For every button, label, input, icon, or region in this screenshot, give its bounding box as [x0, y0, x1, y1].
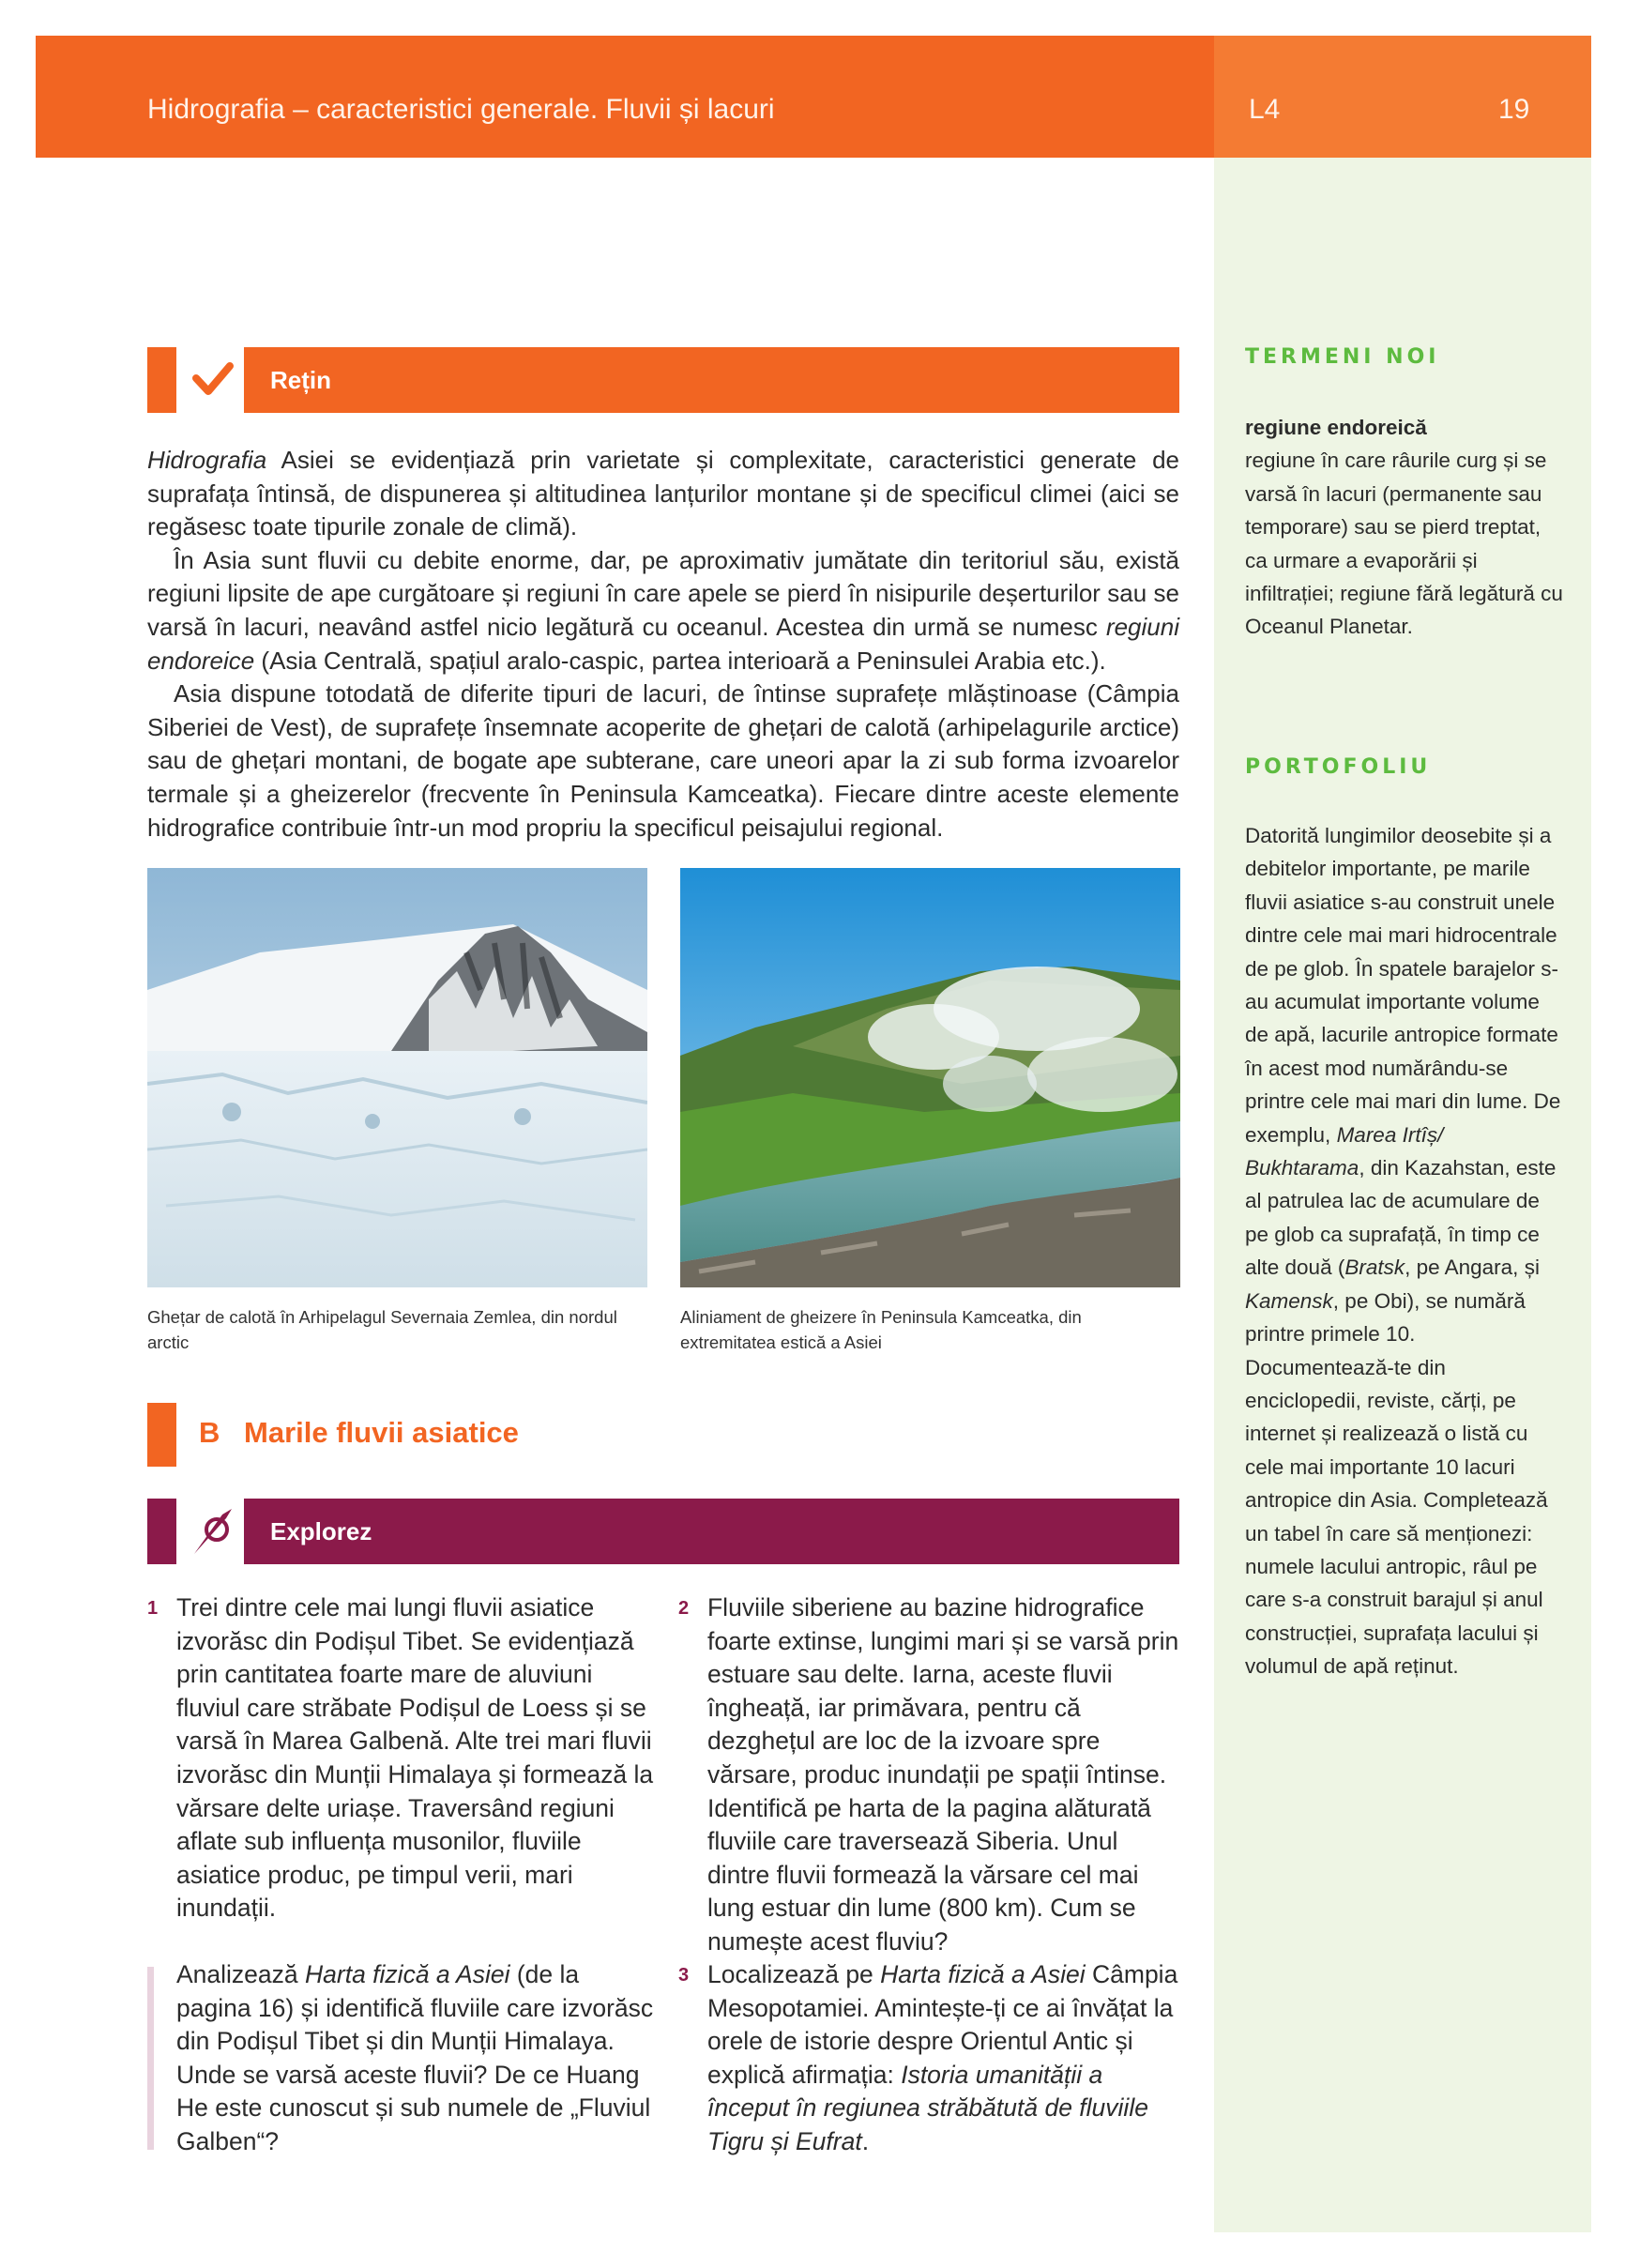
glacier-photo-caption: Ghețar de calotă în Arhipelagul Severnaia Zemlea, din nordul arctic — [147, 1307, 617, 1352]
checkmark-icon — [184, 347, 242, 413]
portofoliu-text-run: , pe Obi), se numără printre primele 10. Documentează-te din enciclopedii, reviste, cărți, pe internet și realizează o listă cu cele mai importante 10 lacuri antropice din Asia. Completează un tabel în care să menționezi: numele lacului antropic, râul pe care s-a construit barajul și anul construcției, suprafața lacului și volumul de apă reținut. — [1245, 1288, 1548, 1679]
exercise-3-number: 3 — [678, 1965, 690, 1986]
exercise-3-text-run: Câmpia Mesopotamiei. Amintește-ți ce ai învățat la orele de istorie despre Orientul Antic și explică afirmația: — [707, 1960, 1178, 2089]
new-term: regiune endoreică — [1245, 416, 1427, 439]
exercise-2-number: 2 — [678, 1598, 690, 1619]
exercise-2-text: Fluviile siberiene au bazine hidrografice foarte extinse, lungimi mari și se varsă prin estuare sau delte. Iarna, aceste fluvii îngheață, iar primăvara, pentru că dezghețul are loc de la izvoare spre vărsare, produc inundații pe spații întinse. Identifică pe harta de la pagina alăturată fluviile care traversează Siberia. Unul dintre fluvii formează la vărsare cel mai lung estuar din lume (800 km). Cum se numește acest fluviu? — [707, 1593, 1179, 1956]
portofoliu-text-run: , pe Angara, și — [1405, 1256, 1540, 1280]
exercise-1-number: 1 — [147, 1598, 159, 1619]
task-1-text-run: (de la pagina 16) și identifică fluviile care izvorăsc din Podișul Tibet și din Munții Himalaya. Unde se varsă aceste fluvii? De ce Huang He este cunoscut și sub numele de „Fluviul Galben“? — [176, 1960, 654, 2155]
exercise-3-text-run: Harta fizică a Asiei — [880, 1960, 1086, 1988]
retin-accent-bar — [147, 347, 176, 413]
page-header-title: Hidrografia – caracteristici generale. Fluvii și lacuri — [147, 94, 775, 125]
termeni-noi-heading: TERMENI NOI — [1245, 345, 1440, 369]
portofoliu-heading: PORTOFOLIU — [1245, 755, 1432, 779]
geyser-photo — [680, 868, 1180, 1287]
exercise-3-text-run: Localizează pe — [707, 1960, 881, 1988]
retin-title-bar — [244, 347, 1179, 413]
retin-paragraph — [147, 677, 1179, 845]
retin-text-run: regiuni endoreice — [147, 612, 1179, 675]
exercise-3-text — [707, 1958, 1181, 2159]
exercise-3-text-run: . — [861, 2126, 870, 2155]
retin-body — [147, 444, 1179, 845]
geyser-photo-caption: Aliniament de gheizere în Peninsula Kamceatka, din extremitatea estică a Asiei — [680, 1307, 1082, 1352]
retin-text-run: În Asia sunt fluvii cu debite enorme, dar, pe aproximativ jumătate din teritoriul său, există regiuni lipsite de ape curgătoare și regiuni în care apele se pierd în nisipurile deșerturilor sau se varsă în lacuri, neavând astfel nicio legătură cu oceanul. Acestea din urmă se numesc — [147, 545, 1179, 641]
task-1-text-run: Harta fizică a Asiei — [305, 1960, 510, 1988]
retin-paragraph — [147, 444, 1179, 544]
exercise-3-text-run: Istoria umanității a început în regiunea străbătută de fluviile Tigru și Eufrat — [707, 2060, 1148, 2155]
section-b-letter: B — [199, 1416, 220, 1449]
page-number: 19 — [1498, 94, 1530, 125]
task-1-text-run: Analizează — [176, 1960, 306, 1988]
compass-icon — [184, 1499, 242, 1564]
glacier-photo — [147, 868, 647, 1287]
section-b-accent-bar — [147, 1403, 176, 1467]
retin-text-run: (Asia Centrală, spațiul aralo-caspic, partea interioară a Peninsulei Arabia etc.). — [254, 646, 1106, 675]
portofoliu-text-run: Kamensk — [1245, 1288, 1333, 1313]
portofoliu-text-run: Bratsk — [1344, 1256, 1405, 1280]
exercise-1-task — [176, 1958, 655, 2159]
lesson-number: L4 — [1249, 94, 1281, 125]
new-term-block — [1245, 411, 1564, 644]
retin-paragraph — [147, 544, 1179, 677]
retin-text-run: Hidrografia — [147, 446, 267, 474]
explorez-accent-bar — [147, 1499, 176, 1564]
retin-text-run: Asiei se evidențiază prin varietate și complexitate, caracteristici generate de suprafața întinsă, de dispunerea și altitudinea lanțurilor montane și de specificul climei (aici se regăsesc toate tipurile zonale de climă). — [147, 446, 1179, 541]
explorez-label: Explorez — [270, 1516, 372, 1545]
section-b-title: Marile fluvii asiatice — [244, 1416, 519, 1449]
portofoliu-text-run: , din Kazahstan, este al patrulea lac de acumulare de pe glob ca suprafață, în timp ce alte două ( — [1245, 1156, 1557, 1280]
new-term-definition: regiune în care râurile curg și se varsă în lacuri (permanente sau temporare) sau se pierd treptat, ca urmare a evaporării și infiltrației; regiune fără legătură cu Oceanul Planetar. — [1245, 449, 1563, 639]
portofoliu-text-run: Marea Irtîș/ Bukhtarama — [1245, 1122, 1444, 1180]
portofoliu-text — [1245, 819, 1566, 1683]
retin-text-run: Asia dispune totodată de diferite tipuri de lacuri, de întinse suprafețe mlăștinoase (Câmpia Siberiei de Vest), de suprafețe însemnate acoperite de ghețari de calotă (arhipelagurile arctice) sau de ghețari montani, de bogate ape subterane, care uneori apar la zi sub forma izvoarelor termale și a gheizerelor (frecvente în Peninsula Kamceatka). Fiecare dintre aceste elemente hidrografice contribuie într-un mod propriu la specificul peisajului regional. — [147, 679, 1179, 842]
portofoliu-text-run: Datorită lungimilor deosebite și a debitelor importante, pe marile fluvii asiatice s-au construit unele dintre cele mai mari hidrocentrale de pe glob. În spatele barajelor s-au acumulat importante volume de apă, lacurile antropice formate în acest mod numărându-se printre cele mai mari din lume. De exemplu, — [1245, 824, 1561, 1147]
explorez-title-bar — [244, 1499, 1179, 1564]
exercise-1-text: Trei dintre cele mai lungi fluvii asiatice izvorăsc din Podișul Tibet. Se evidențiază prin cantitatea foarte mare de aluviuni fluviul care străbate Podișul de Loess și se varsă în Marea Galbenă. Alte trei mari fluvii izvorăsc din Munții Himalaya și formează la vărsare delte uriașe. Traversând regiuni aflate sub influența musonilor, fluviile asiatice produc, pe timpul verii, mari inundații. — [176, 1593, 654, 1923]
retin-label: Rețin — [270, 365, 331, 394]
task-1-accent-line — [147, 1967, 154, 2150]
